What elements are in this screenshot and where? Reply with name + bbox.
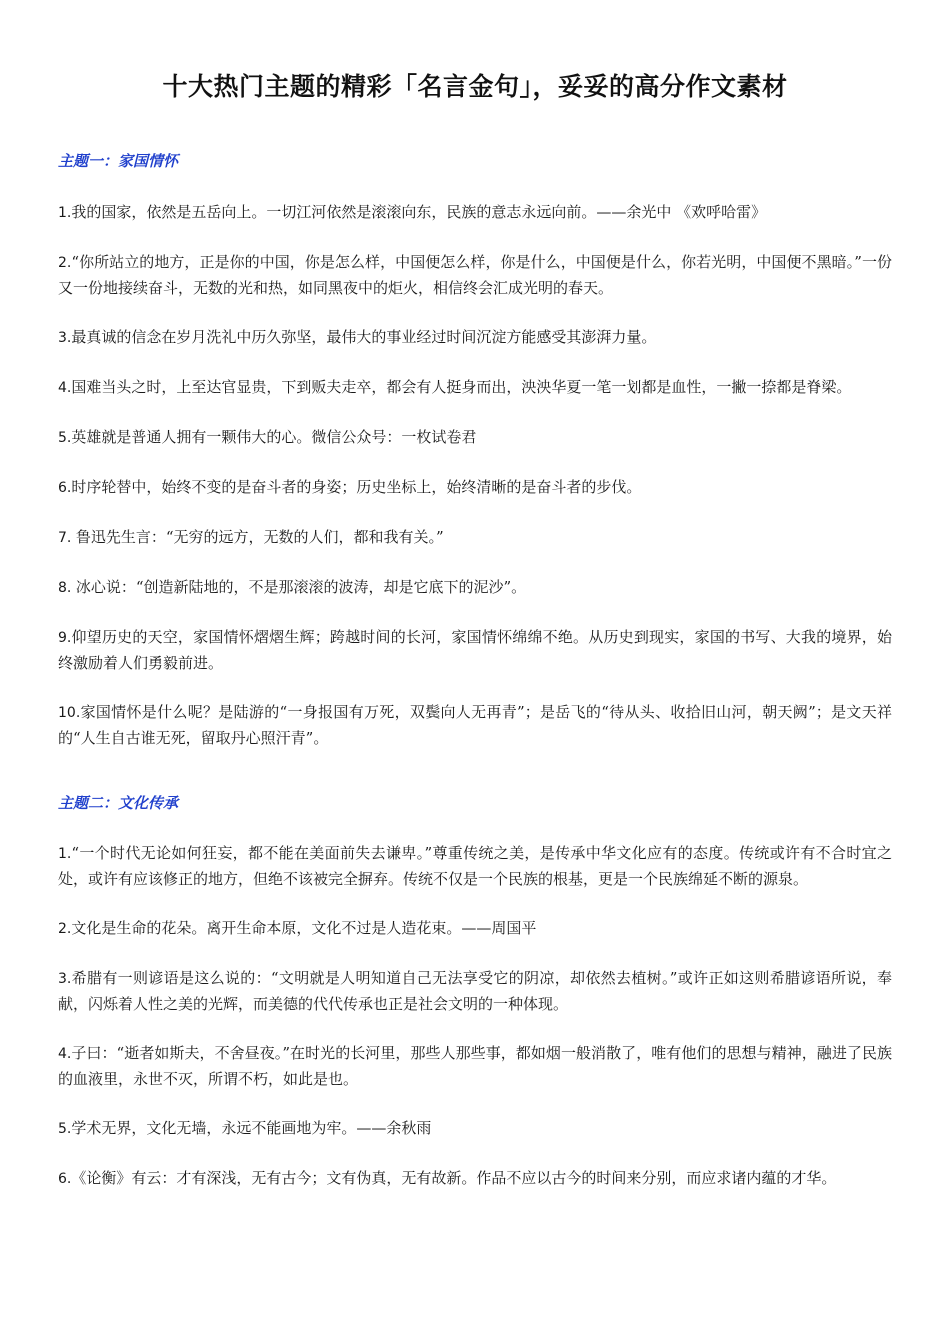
quote-text: 我的国家，依然是五岳向上。一切江河依然是滚滚向东，民族的意志永远向前。——余光中 《欢呼哈雷》	[71, 203, 767, 221]
quote-item	[58, 200, 892, 226]
quote-item	[58, 916, 892, 942]
quote-number: 2.	[58, 255, 72, 271]
quote-text: 家国情怀是什么呢？是陆游的“一身报国有万死，双鬓向人无再青”；是岳飞的“待从头、收拾旧山河，朝天阙”；是文天祥的“人生自古谁无死，留取丹心照汗青”。	[58, 703, 892, 747]
quote-item	[58, 425, 892, 451]
quote-number: 10.	[58, 705, 81, 721]
quote-item	[58, 475, 892, 501]
quote-item	[58, 575, 892, 601]
section-family-country	[58, 151, 892, 751]
section-cultural-heritage	[58, 793, 892, 1192]
quote-number: 1.	[58, 205, 72, 221]
section-heading: 主题二：文化传承	[58, 794, 179, 812]
quote-item	[58, 525, 892, 551]
quote-number: 4.	[58, 1046, 72, 1062]
quote-item	[58, 1116, 892, 1142]
quote-item	[58, 625, 892, 676]
quote-text: 冰心说：“创造新陆地的，不是那滚滚的波涛，却是它底下的泥沙”。	[75, 578, 527, 596]
document-title: 十大热门主题的精彩「名言金句」，妥妥的高分作文素材	[162, 72, 788, 101]
quote-item	[58, 250, 892, 301]
quote-text: 时序轮替中，始终不变的是奋斗者的身姿；历史坐标上，始终清晰的是奋斗者的步伐。	[71, 478, 642, 496]
quote-number: 6.	[58, 480, 72, 496]
quote-text: “你所站立的地方，正是你的中国，你是怎么样，中国便怎么样，你是什么，中国便是什么，你若光明，中国便不黑暗。”一份又一份地接续奋斗，无数的光和热，如同黑夜中的炬火，相信终会汇成光明的春天。	[58, 253, 892, 297]
quote-text: 仰望历史的天空，家国情怀熠熠生辉；跨越时间的长河，家国情怀绵绵不绝。从历史到现实，家国的书写、大我的境界，始终激励着人们勇毅前进。	[58, 628, 892, 672]
quote-text: 希腊有一则谚语是这么说的：“文明就是人明知道自己无法享受它的阴凉，却依然去植树。”或许正如这则希腊谚语所说，奉献，闪烁着人性之美的光辉，而美德的代代传承也正是社会文明的一种体现。	[58, 969, 892, 1013]
quote-number: 1.	[58, 846, 72, 862]
quote-item	[58, 1041, 892, 1092]
quote-number: 7.	[58, 530, 76, 546]
quote-number: 2.	[58, 921, 72, 937]
quote-item	[58, 375, 892, 401]
quote-text: “一个时代无论如何狂妄，都不能在美面前失去谦卑。”尊重传统之美，是传承中华文化应有的态度。传统或许有不合时宜之处，或许有应该修正的地方，但绝不该被完全摒弃。传统不仅是一个民族的根基，更是一个民族绵延不断的源泉。	[58, 844, 892, 888]
quote-item	[58, 966, 892, 1017]
quote-item	[58, 1166, 892, 1192]
quote-number: 5.	[58, 430, 72, 446]
quote-text: 学术无界，文化无墙，永远不能画地为牢。——余秋雨	[71, 1119, 432, 1137]
quote-text: 国难当头之时，上至达官显贵，下到贩夫走卒，都会有人挺身而出，泱泱华夏一笔一划都是血性，一撇一捺都是脊梁。	[71, 378, 852, 396]
quote-number: 9.	[58, 630, 72, 646]
quote-item	[58, 700, 892, 751]
quote-list	[58, 200, 892, 751]
quote-text: 文化是生命的花朵。离开生命本原，文化不过是人造花束。——周国平	[71, 919, 537, 937]
quote-text: 《论衡》有云：才有深浅，无有古今；文有伪真，无有故新。作品不应以古今的时间来分别，而应求诸内蕴的才华。	[71, 1169, 837, 1187]
quote-text: 英雄就是普通人拥有一颗伟大的心。微信公众号：一枚试卷君	[71, 428, 477, 446]
quote-number: 3.	[58, 330, 72, 346]
quote-text: 子曰：“逝者如斯夫，不舍昼夜。”在时光的长河里，那些人那些事，都如烟一般消散了，唯有他们的思想与精神，融进了民族的血液里，永世不灭，所谓不朽，如此是也。	[58, 1044, 892, 1088]
quote-number: 5.	[58, 1121, 72, 1137]
quote-text: 最真诚的信念在岁月洗礼中历久弥坚，最伟大的事业经过时间沉淀方能感受其澎湃力量。	[71, 328, 657, 346]
quote-item	[58, 325, 892, 351]
quote-number: 6.	[58, 1171, 72, 1187]
quote-number: 3.	[58, 971, 72, 987]
quote-item	[58, 841, 892, 892]
quote-list	[58, 841, 892, 1192]
quote-text: 鲁迅先生言：“无穷的远方，无数的人们，都和我有关。”	[75, 528, 444, 546]
quote-number: 4.	[58, 380, 72, 396]
quote-number: 8.	[58, 580, 76, 596]
section-heading: 主题一：家国情怀	[58, 152, 179, 170]
